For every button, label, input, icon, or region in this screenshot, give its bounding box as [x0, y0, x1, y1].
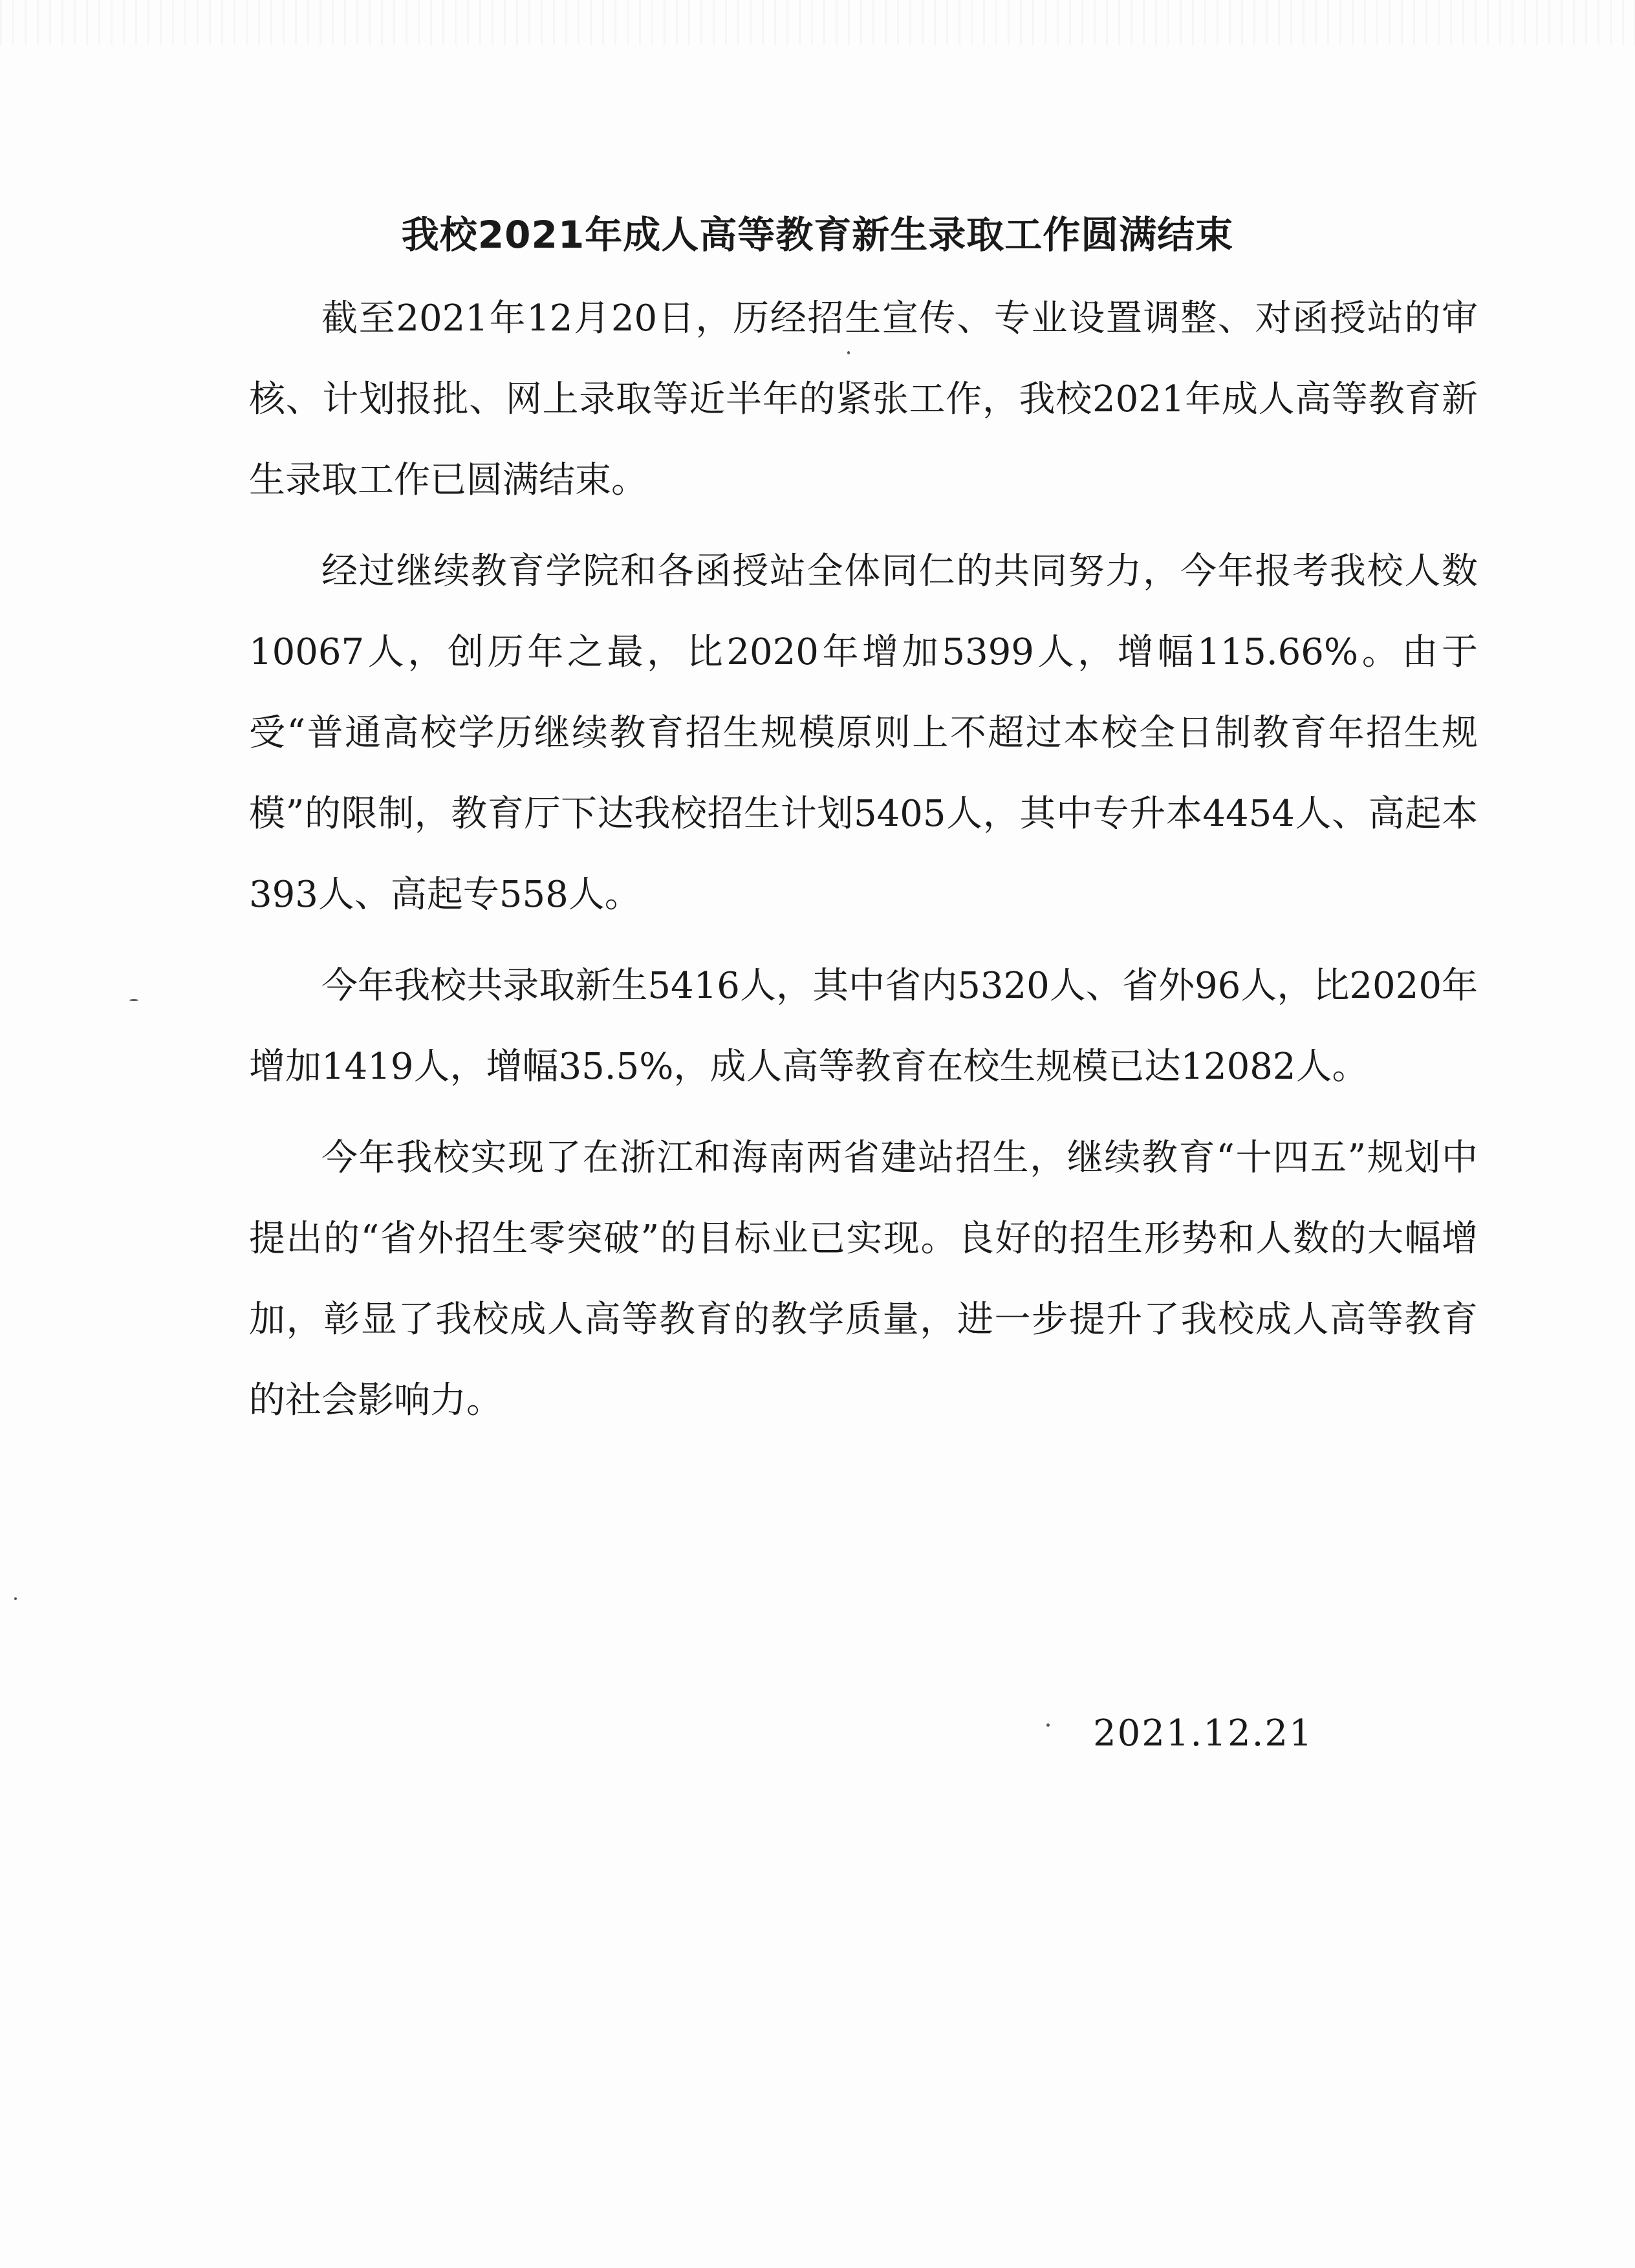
scan-speck	[129, 999, 138, 1001]
scan-edge-noise	[0, 0, 1635, 45]
paragraph-applicants-and-plan: 经过继续教育学院和各函授站全体同仁的共同努力，今年报考我校人数10067人，创历年之最，比2020年增加5399人，增幅115.66%。由于受“普通高校学历继续教育招生规模原则上不超过本校全日制教育年招生规模”的限制，教育厅下达我校招生计划5405人，其中专升本4454人、高起本393人、高起专558人。	[249, 550, 1478, 916]
scan-speck	[847, 351, 850, 354]
document-body	[249, 278, 1478, 1441]
document-date: 2021.12.21	[1093, 1712, 1314, 1755]
scan-speck	[1046, 1723, 1050, 1727]
scan-speck	[14, 1597, 17, 1600]
document-title: 我校2021年成人高等教育新生录取工作圆满结束	[401, 212, 1234, 257]
paragraph-out-of-province-breakthrough: 今年我校实现了在浙江和海南两省建站招生，继续教育“十四五”规划中提出的“省外招生零突破”的目标业已实现。良好的招生形势和人数的大幅增加，彰显了我校成人高等教育的教学质量，进一步提升了我校成人高等教育的社会影响力。	[249, 1137, 1478, 1421]
paragraph-admitted-students: 今年我校共录取新生5416人，其中省内5320人、省外96人，比2020年增加1419人，增幅35.5%，成人高等教育在校生规模已达12082人。	[249, 965, 1478, 1088]
paragraph-enrollment-completion: 截至2021年12月20日，历经招生宣传、专业设置调整、对函授站的审核、计划报批、网上录取等近半年的紧张工作，我校2021年成人高等教育新生录取工作已圆满结束。	[249, 297, 1478, 501]
